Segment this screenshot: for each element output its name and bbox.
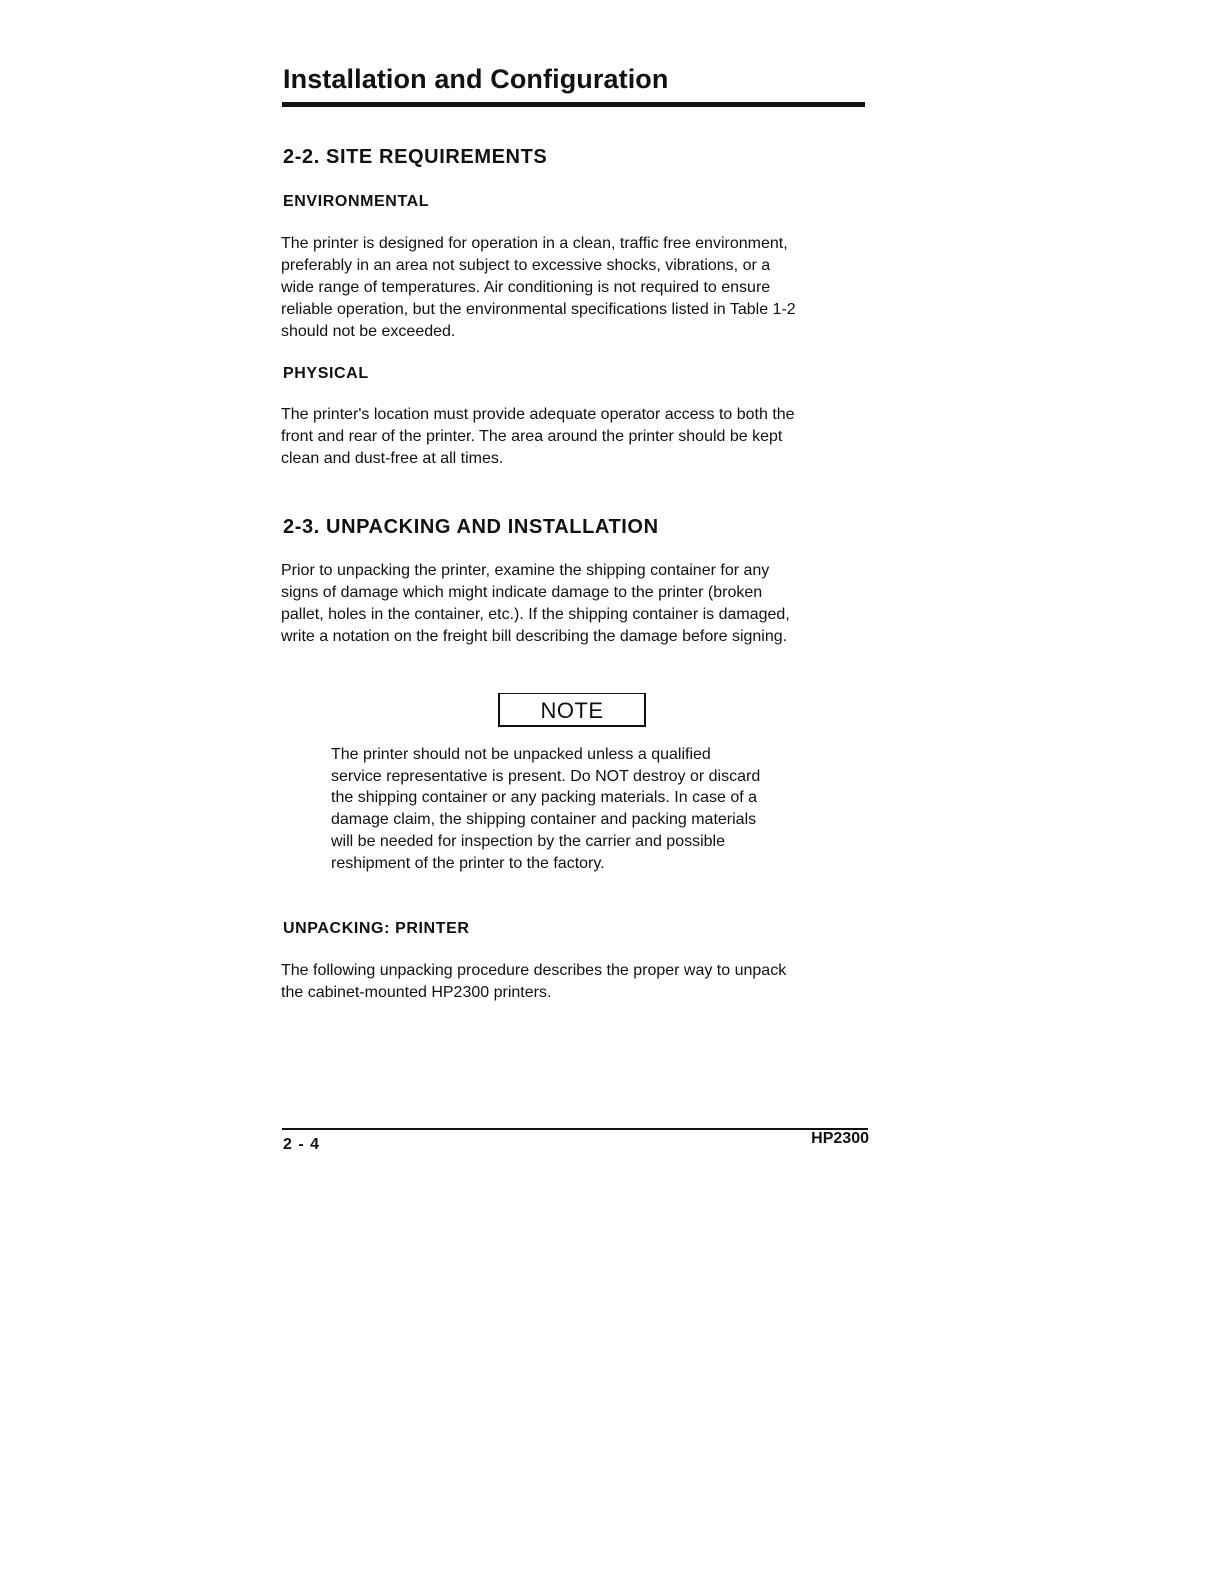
footer-rule [282, 1128, 868, 1130]
note-paragraph [331, 744, 871, 874]
text-line: the cabinet-mounted HP2300 printers. [281, 984, 552, 1001]
text-line: The following unpacking procedure describes the proper way to unpack [281, 962, 787, 979]
unpacking-intro-paragraph [281, 560, 881, 648]
text-line: the shipping container or any packing materials. In case of a [331, 789, 758, 807]
text-line: wide range of temperatures. Air conditioning is not required to ensure [281, 279, 771, 296]
text-line: service representative is present. Do NOT destroy or discard [331, 767, 761, 785]
subheading-unpacking-printer: UNPACKING: PRINTER [283, 920, 470, 937]
text-line: reshipment of the printer to the factory. [331, 854, 605, 872]
text-line: front and rear of the printer. The area around the printer should be kept [281, 428, 783, 445]
subheading-physical: PHYSICAL [283, 365, 369, 382]
text-line: signs of damage which might indicate damage to the printer (broken [281, 584, 763, 601]
text-line: The printer's location must provide adequate operator access to both the [281, 406, 795, 423]
footer-model-name: HP2300 [811, 1130, 869, 1147]
page-header-title: Installation and Configuration [283, 64, 669, 94]
text-line: Prior to unpacking the printer, examine the shipping container for any [281, 562, 770, 579]
text-line: will be needed for inspection by the carrier and possible [331, 832, 726, 850]
section-heading-unpacking: 2-3. UNPACKING AND INSTALLATION [283, 516, 659, 538]
subheading-environmental: ENVIRONMENTAL [283, 193, 430, 210]
page-number: 2 - 4 [283, 1136, 321, 1153]
text-line: The printer should not be unpacked unless a qualified [331, 746, 711, 763]
environmental-paragraph [281, 233, 881, 343]
physical-paragraph [281, 404, 881, 470]
text-line: reliable operation, but the environmental specifications listed in Table 1-2 [281, 301, 796, 318]
text-line: write a notation on the freight bill describing the damage before signing. [281, 628, 788, 645]
text-line: clean and dust-free at all times. [281, 450, 504, 467]
note-label-box: NOTE [498, 693, 646, 727]
text-line: preferably in an area not subject to excessive shocks, vibrations, or a [281, 257, 771, 274]
unpacking-printer-paragraph [281, 960, 881, 1004]
text-line: pallet, holes in the container, etc.). If the shipping container is damaged, [281, 606, 790, 623]
text-line: The printer is designed for operation in a clean, traffic free environment, [281, 235, 788, 252]
section-heading-site-requirements: 2-2. SITE REQUIREMENTS [283, 146, 548, 168]
text-line: should not be exceeded. [281, 323, 456, 340]
header-rule [282, 102, 865, 107]
text-line: damage claim, the shipping container and packing materials [331, 811, 757, 829]
